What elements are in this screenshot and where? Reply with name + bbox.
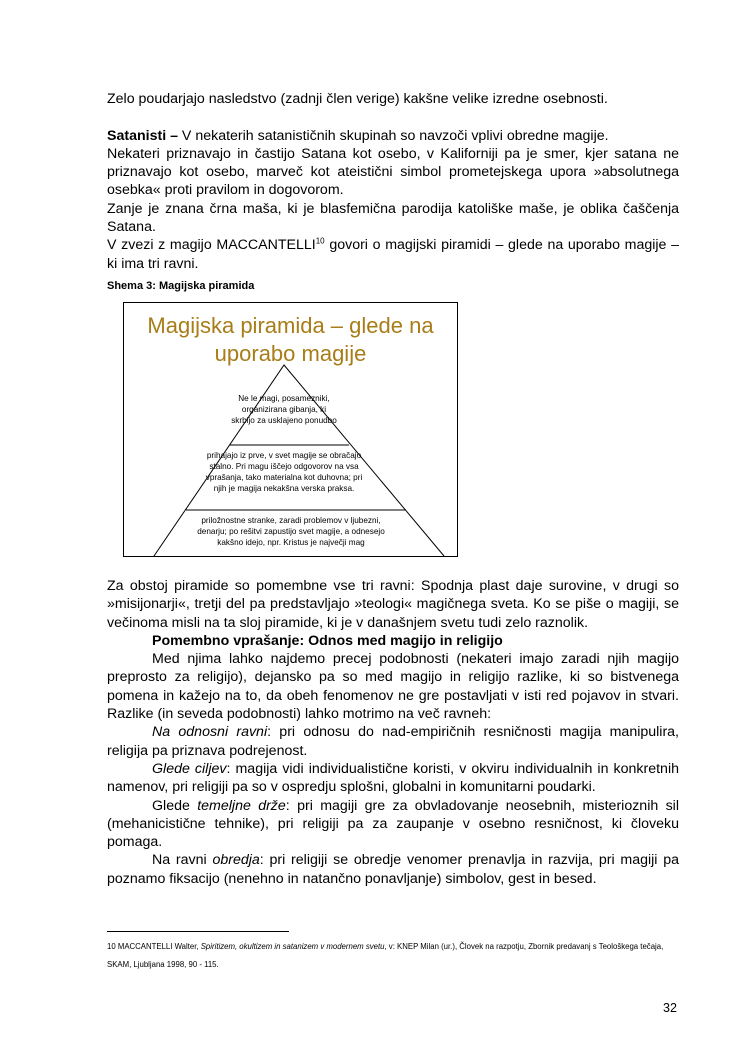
level-goals-text: : magija vidi individualistične koristi, v okviru individualnih in konkretnih namenov, pri religiji pa so v ospredju splošni, globalni in komunitarni poudarki. xyxy=(107,760,679,796)
level-ritual-term: obredja xyxy=(212,852,260,869)
footnote xyxy=(107,938,679,974)
level-attitude xyxy=(107,797,679,852)
satanisti-para-2: Nekateri priznavajo in častijo Satana kot osebo, v Kaliforniji pa je smer, kjer satana ne priznavajo kot osebo, marveč kot ateistični simbol prometejskega upora »absolutnega osebka« proti pravilom in dogovorom. xyxy=(107,145,679,199)
diagram-title-line-2: uporabo magije xyxy=(214,341,367,366)
satanisti-term: Satanisti – xyxy=(107,127,178,144)
level-attitude-term: temeljne drže xyxy=(197,797,286,814)
pyramid-tier-bottom: priložnostne stranke, zaradi problemov v ljubezni, denarju; po rešitvi zapustijo svet magije, a odnesejo kakšno idejo, npr. Kristus je največji mag xyxy=(197,516,385,547)
level-relation-text: : pri odnosu do nad-empiričnih resničnosti magija manipulira, religija pa priznava podrejenost. xyxy=(107,724,679,759)
body-text-top xyxy=(107,90,679,273)
maccantelli-text: V zvezi z magijo MACCANTELLI xyxy=(107,237,316,254)
level-ritual-prefix: Na ravni xyxy=(152,852,213,869)
level-relation xyxy=(107,723,679,760)
level-goals xyxy=(107,760,679,797)
relation-paragraph: Med njima lahko najdemo precej podobnosti (nekateri imajo zaradi njih magijo preprosto za religijo), dejansko pa so med magijo in religijo razlike, ki so bistvenega pomena in kažejo na to, da obeh fenomenov ne gre postavljati v isti red pojavov in stvari. Razlike (in seveda podobnosti) lahko motrimo na več ravneh: xyxy=(107,651,679,723)
level-relation-term: Na odnosni ravni xyxy=(152,724,268,741)
pyramid-explanation: Za obstoj piramide so pomembne vse tri ravni: Spodnja plast daje surovine, v drugi so »misijonarji«, tretji del pa predstavljajo »teologi« magičnega sveta. Ko se piše o magiji, se večinoma misli na ta sloj piramide, ki je v današnjem svetu tudi zelo raznolik. xyxy=(107,578,679,631)
footnote-ref: 10 xyxy=(315,236,325,246)
footnote-separator xyxy=(107,931,289,932)
satanisti-para-3: Zanje je znana črna maša, ki je blasfemična parodija katoliške maše, je oblika čaščenja Satana. xyxy=(107,200,679,236)
body-text-bottom xyxy=(107,577,679,888)
level-ritual-text: : pri religiji se obredje venomer prenavlja in razvija, pri magiji pa poznamo fiksacijo (nenehno in natančno ponavljanje) simbolov, gest in besed. xyxy=(107,852,679,887)
level-attitude-text: : pri magiji gre za obvladovanje neosebnih, misterioznih sil (mehanicistične tehnike), pri religiji pa za zaupanje v osebno resničnost, ki človeku pomaga. xyxy=(107,797,679,851)
pyramid-tier-top: Ne le magi, posamezniki, organizirana gibanja, ki skrbijo za usklajeno ponudbo xyxy=(231,394,337,425)
satanisti-s1: V nekaterih satanističnih skupinah so navzoči vplivi obredne magije. xyxy=(177,127,609,144)
level-ritual xyxy=(107,851,679,888)
footnote-source: , v: KNEP Milan (ur.), Človek na razpotju, Zbornik predavanj s Teološkega tečaja, SKAM, Ljubljana 1998, 90 - 115. xyxy=(107,942,664,969)
footnote-author: 10 MACCANTELLI Walter, xyxy=(107,942,201,951)
intro-line: Zelo poudarjajo nasledstvo (zadnji člen verige) kakšne velike izredne osebnosti. xyxy=(107,91,608,107)
level-goals-term: Glede ciljev xyxy=(152,760,227,777)
figure-caption: Shema 3: Magijska piramida xyxy=(107,280,255,292)
pyramid-intro-text: govori o magijski piramidi – glede na uporabo magije – ki ima tri ravni. xyxy=(107,237,680,272)
pyramid-tier-middle: prihajajo iz prve, v svet magije se obračajo stalno. Pri magu iščejo odgovorov na vsa vprašanja, tako materialna kot duhovna; pri njih je magija nekakšna verska praksa. xyxy=(205,451,363,493)
pyramid-diagram xyxy=(123,302,458,557)
level-attitude-prefix: Glede xyxy=(152,797,198,814)
satanisti-para-4 xyxy=(107,236,679,273)
diagram-title-line-1: Magijska piramida – glede na xyxy=(147,313,434,338)
section-heading: Pomembno vprašanje: Odnos med magijo in religijo xyxy=(152,632,503,649)
satanisti-para-1 xyxy=(107,127,679,145)
footnote-title: Spiritizem, okultizem in satanizem v modernem svetu xyxy=(200,942,385,951)
page-number: 32 xyxy=(663,1001,677,1015)
